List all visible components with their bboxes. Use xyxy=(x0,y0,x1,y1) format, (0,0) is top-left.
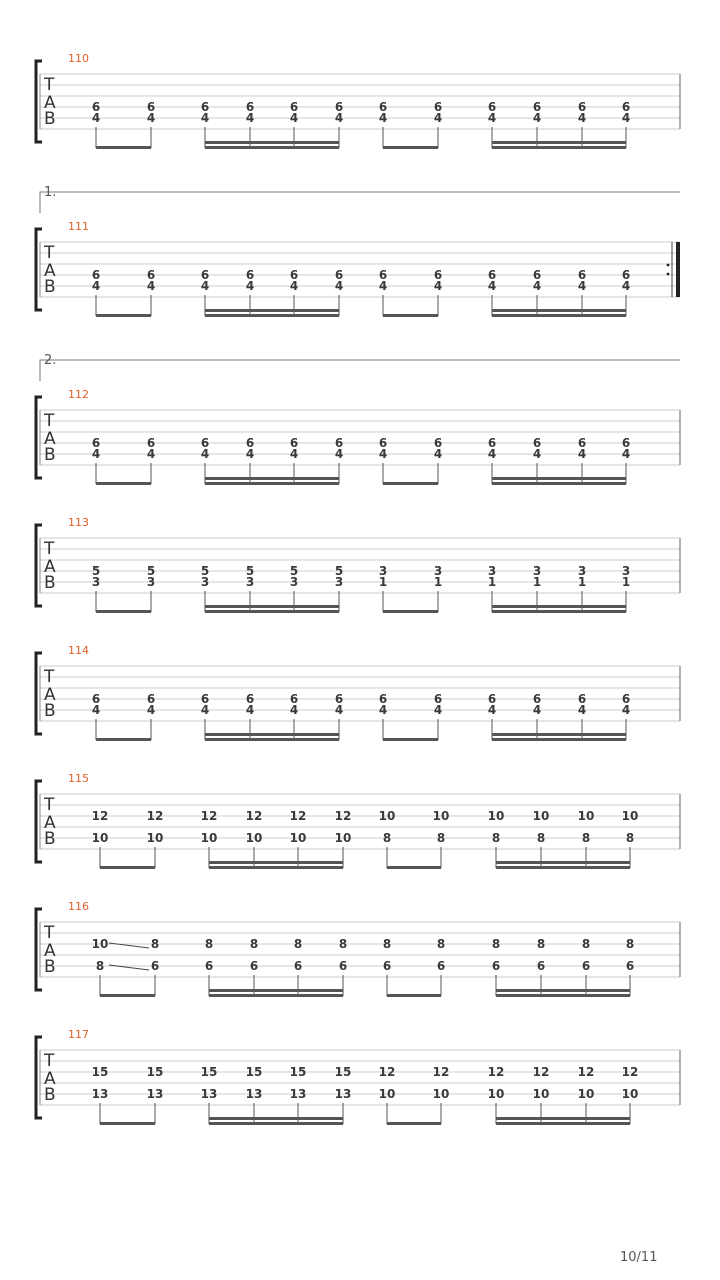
fret-number: 6 xyxy=(621,100,631,114)
tab-clef-letter: A xyxy=(44,941,56,961)
fret-number: 6 xyxy=(289,268,299,282)
system-bracket xyxy=(36,525,42,606)
fret-number: 8 xyxy=(382,937,392,951)
fret-number: 6 xyxy=(91,692,101,706)
fret-number: 4 xyxy=(200,703,210,717)
fret-number: 6 xyxy=(433,100,443,114)
fret-number: 6 xyxy=(532,436,542,450)
fret-number: 12 xyxy=(200,809,218,823)
beam xyxy=(383,482,438,485)
fret-number: 6 xyxy=(378,692,388,706)
volta-label: 1. xyxy=(44,185,57,200)
fret-number: 6 xyxy=(378,436,388,450)
fret-number: 4 xyxy=(245,703,255,717)
fret-number: 4 xyxy=(621,279,631,293)
fret-number: 6 xyxy=(532,692,542,706)
fret-number: 6 xyxy=(150,959,160,973)
fret-number: 10 xyxy=(577,1087,595,1101)
fret-number: 6 xyxy=(338,959,348,973)
beam-secondary xyxy=(205,605,339,608)
beam-secondary xyxy=(209,989,343,992)
fret-number: 4 xyxy=(577,111,587,125)
fret-number: 4 xyxy=(532,111,542,125)
fret-number: 10 xyxy=(245,831,263,845)
fret-number: 8 xyxy=(293,937,303,951)
fret-number: 4 xyxy=(532,447,542,461)
fret-number: 6 xyxy=(577,436,587,450)
fret-number: 4 xyxy=(378,447,388,461)
beam-secondary xyxy=(209,861,343,864)
fret-number: 8 xyxy=(536,937,546,951)
fret-number: 8 xyxy=(204,937,214,951)
beam xyxy=(100,866,155,869)
fret-number: 6 xyxy=(621,268,631,282)
beam-secondary xyxy=(492,477,626,480)
fret-number: 6 xyxy=(433,692,443,706)
fret-number: 6 xyxy=(289,436,299,450)
fret-number: 3 xyxy=(577,564,587,578)
tab-clef-letter: A xyxy=(44,685,56,705)
tab-system-111 xyxy=(36,185,680,317)
fret-number: 6 xyxy=(289,100,299,114)
beam xyxy=(496,1122,630,1125)
beam xyxy=(387,866,441,869)
tab-system-115 xyxy=(36,772,680,869)
fret-number: 4 xyxy=(200,279,210,293)
fret-number: 4 xyxy=(245,447,255,461)
fret-number: 15 xyxy=(334,1065,352,1079)
beam-secondary xyxy=(492,605,626,608)
beam xyxy=(96,146,151,149)
fret-number: 4 xyxy=(378,703,388,717)
fret-number: 4 xyxy=(621,111,631,125)
beam-secondary xyxy=(209,1117,343,1120)
beam xyxy=(205,482,339,485)
fret-number: 4 xyxy=(577,447,587,461)
fret-number: 6 xyxy=(334,100,344,114)
volta-label: 2. xyxy=(44,353,57,368)
fret-number: 4 xyxy=(91,279,101,293)
fret-number: 5 xyxy=(334,564,344,578)
fret-number: 3 xyxy=(378,564,388,578)
tab-clef-letter: B xyxy=(44,1085,56,1105)
fret-number: 13 xyxy=(334,1087,352,1101)
fret-number: 6 xyxy=(621,692,631,706)
fret-number: 4 xyxy=(487,447,497,461)
fret-number: 10 xyxy=(432,1087,450,1101)
fret-number: 4 xyxy=(200,111,210,125)
fret-number: 12 xyxy=(487,1065,505,1079)
fret-number: 10 xyxy=(621,1087,639,1101)
beam xyxy=(100,1122,155,1125)
tab-clef-letter: B xyxy=(44,829,56,849)
beam xyxy=(205,610,339,613)
measure-number: 111 xyxy=(68,220,89,233)
fret-number: 6 xyxy=(200,268,210,282)
tab-clef-letter: B xyxy=(44,445,56,465)
repeat-dot xyxy=(667,273,670,276)
beam xyxy=(96,314,151,317)
beam xyxy=(209,866,343,869)
fret-number: 6 xyxy=(334,268,344,282)
tab-system-113 xyxy=(36,516,680,613)
fret-number: 6 xyxy=(436,959,446,973)
fret-number: 6 xyxy=(245,436,255,450)
fret-number: 6 xyxy=(146,268,156,282)
beam-secondary xyxy=(205,733,339,736)
fret-number: 6 xyxy=(200,692,210,706)
tab-system-114 xyxy=(36,644,680,741)
fret-number: 6 xyxy=(91,100,101,114)
fret-number: 10 xyxy=(621,809,639,823)
fret-number: 8 xyxy=(338,937,348,951)
fret-number: 4 xyxy=(532,279,542,293)
fret-number: 10 xyxy=(487,1087,505,1101)
fret-number: 6 xyxy=(146,100,156,114)
measure-number: 113 xyxy=(68,516,89,529)
page-number: 10/11 xyxy=(620,1250,658,1265)
fret-number: 15 xyxy=(289,1065,307,1079)
fret-number: 8 xyxy=(581,831,591,845)
fret-number: 6 xyxy=(382,959,392,973)
fret-number: 4 xyxy=(334,447,344,461)
beam-secondary xyxy=(205,477,339,480)
fret-number: 6 xyxy=(200,436,210,450)
system-bracket xyxy=(36,229,42,310)
beam-secondary xyxy=(205,309,339,312)
fret-number: 3 xyxy=(289,575,299,589)
beam-secondary xyxy=(492,141,626,144)
fret-number: 8 xyxy=(536,831,546,845)
fret-number: 15 xyxy=(91,1065,109,1079)
measure-number: 115 xyxy=(68,772,89,785)
fret-number: 1 xyxy=(577,575,587,589)
fret-number: 1 xyxy=(532,575,542,589)
system-bracket xyxy=(36,909,42,990)
fret-number: 6 xyxy=(577,692,587,706)
fret-number: 5 xyxy=(289,564,299,578)
fret-number: 13 xyxy=(200,1087,218,1101)
fret-number: 4 xyxy=(621,703,631,717)
fret-number: 4 xyxy=(378,111,388,125)
beam xyxy=(96,610,151,613)
fret-number: 6 xyxy=(536,959,546,973)
fret-number: 4 xyxy=(146,111,156,125)
beam xyxy=(383,610,438,613)
beam xyxy=(383,146,438,149)
tab-clef-letter: B xyxy=(44,277,56,297)
fret-number: 12 xyxy=(432,1065,450,1079)
beam-secondary xyxy=(496,989,630,992)
tab-system-116 xyxy=(36,900,680,997)
fret-number: 6 xyxy=(532,268,542,282)
fret-number: 6 xyxy=(293,959,303,973)
fret-number: 12 xyxy=(334,809,352,823)
fret-number: 6 xyxy=(487,268,497,282)
fret-number: 4 xyxy=(91,111,101,125)
tab-clef-letter: T xyxy=(44,667,55,687)
fret-number: 6 xyxy=(625,959,635,973)
system-bracket xyxy=(36,1037,42,1118)
fret-number: 4 xyxy=(621,447,631,461)
beam xyxy=(496,994,630,997)
beam xyxy=(492,146,626,149)
fret-number: 4 xyxy=(289,703,299,717)
beam-secondary xyxy=(496,1117,630,1120)
fret-number: 3 xyxy=(532,564,542,578)
fret-number: 6 xyxy=(245,100,255,114)
fret-number: 6 xyxy=(433,268,443,282)
fret-number: 4 xyxy=(433,111,443,125)
repeat-dot xyxy=(667,264,670,267)
tab-clef-letter: A xyxy=(44,93,56,113)
beam xyxy=(387,1122,441,1125)
fret-number: 10 xyxy=(91,937,109,951)
fret-number: 6 xyxy=(433,436,443,450)
fret-number: 6 xyxy=(577,100,587,114)
beam-secondary xyxy=(492,309,626,312)
measure-number: 114 xyxy=(68,644,89,657)
fret-number: 10 xyxy=(532,1087,550,1101)
system-bracket xyxy=(36,61,42,142)
fret-number: 8 xyxy=(436,937,446,951)
fret-number: 6 xyxy=(532,100,542,114)
fret-number: 10 xyxy=(334,831,352,845)
fret-number: 4 xyxy=(433,447,443,461)
fret-number: 3 xyxy=(334,575,344,589)
fret-number: 6 xyxy=(289,692,299,706)
fret-number: 4 xyxy=(289,111,299,125)
fret-number: 12 xyxy=(146,809,164,823)
beam xyxy=(492,314,626,317)
fret-number: 4 xyxy=(577,703,587,717)
fret-number: 12 xyxy=(577,1065,595,1079)
fret-number: 6 xyxy=(200,100,210,114)
fret-number: 13 xyxy=(245,1087,263,1101)
beam xyxy=(492,610,626,613)
fret-number: 10 xyxy=(378,809,396,823)
system-bracket xyxy=(36,653,42,734)
fret-number: 8 xyxy=(249,937,259,951)
beam xyxy=(496,866,630,869)
fret-number: 6 xyxy=(334,692,344,706)
system-bracket xyxy=(36,397,42,478)
fret-number: 3 xyxy=(146,575,156,589)
fret-number: 4 xyxy=(91,703,101,717)
fret-number: 6 xyxy=(378,100,388,114)
fret-number: 4 xyxy=(334,279,344,293)
beam xyxy=(100,994,155,997)
tab-system-112 xyxy=(36,353,680,485)
fret-number: 4 xyxy=(433,279,443,293)
fret-number: 6 xyxy=(245,692,255,706)
tab-clef-letter: A xyxy=(44,557,56,577)
fret-number: 3 xyxy=(200,575,210,589)
fret-number: 6 xyxy=(146,436,156,450)
fret-number: 6 xyxy=(245,268,255,282)
fret-number: 5 xyxy=(245,564,255,578)
fret-number: 6 xyxy=(577,268,587,282)
fret-number: 3 xyxy=(487,564,497,578)
fret-number: 10 xyxy=(532,809,550,823)
fret-number: 4 xyxy=(91,447,101,461)
tab-clef-letter: B xyxy=(44,109,56,129)
volta-bracket xyxy=(40,360,680,381)
fret-number: 6 xyxy=(491,959,501,973)
tab-clef-letter: B xyxy=(44,573,56,593)
fret-number: 6 xyxy=(621,436,631,450)
fret-number: 4 xyxy=(433,703,443,717)
fret-number: 12 xyxy=(289,809,307,823)
fret-number: 4 xyxy=(146,703,156,717)
fret-number: 4 xyxy=(487,111,497,125)
fret-number: 4 xyxy=(378,279,388,293)
tab-clef-letter: T xyxy=(44,539,55,559)
beam xyxy=(387,994,441,997)
fret-number: 5 xyxy=(91,564,101,578)
fret-number: 15 xyxy=(146,1065,164,1079)
system-bracket xyxy=(36,781,42,862)
fret-number: 4 xyxy=(577,279,587,293)
beam xyxy=(492,482,626,485)
beam xyxy=(205,314,339,317)
tab-clef-letter: A xyxy=(44,813,56,833)
fret-number: 8 xyxy=(436,831,446,845)
beam xyxy=(96,738,151,741)
fret-number: 4 xyxy=(487,703,497,717)
fret-number: 10 xyxy=(432,809,450,823)
tab-clef-letter: T xyxy=(44,75,55,95)
fret-number: 12 xyxy=(91,809,109,823)
beam xyxy=(205,146,339,149)
volta-bracket xyxy=(40,192,680,213)
fret-number: 13 xyxy=(289,1087,307,1101)
fret-number: 6 xyxy=(487,100,497,114)
fret-number: 6 xyxy=(378,268,388,282)
beam-secondary xyxy=(496,861,630,864)
fret-number: 8 xyxy=(150,937,160,951)
measure-number: 110 xyxy=(68,52,89,65)
beam xyxy=(205,738,339,741)
beam xyxy=(492,738,626,741)
fret-number: 12 xyxy=(245,809,263,823)
beam xyxy=(383,738,438,741)
fret-number: 4 xyxy=(200,447,210,461)
fret-number: 3 xyxy=(91,575,101,589)
fret-number: 10 xyxy=(200,831,218,845)
tab-clef-letter: A xyxy=(44,429,56,449)
fret-number: 10 xyxy=(487,809,505,823)
measure-number: 116 xyxy=(68,900,89,913)
fret-number: 10 xyxy=(146,831,164,845)
fret-number: 6 xyxy=(334,436,344,450)
tab-clef-letter: T xyxy=(44,923,55,943)
fret-number: 4 xyxy=(245,111,255,125)
fret-number: 4 xyxy=(146,447,156,461)
fret-number: 5 xyxy=(200,564,210,578)
tab-clef-letter: B xyxy=(44,957,56,977)
beam xyxy=(209,1122,343,1125)
fret-number: 6 xyxy=(146,692,156,706)
fret-number: 6 xyxy=(91,268,101,282)
fret-number: 3 xyxy=(433,564,443,578)
fret-number: 13 xyxy=(91,1087,109,1101)
fret-number: 8 xyxy=(491,937,501,951)
tab-system-117 xyxy=(36,1028,680,1125)
fret-number: 6 xyxy=(249,959,259,973)
fret-number: 6 xyxy=(91,436,101,450)
fret-number: 12 xyxy=(532,1065,550,1079)
fret-number: 6 xyxy=(487,692,497,706)
fret-number: 10 xyxy=(378,1087,396,1101)
fret-number: 4 xyxy=(532,703,542,717)
fret-number: 13 xyxy=(146,1087,164,1101)
fret-number: 3 xyxy=(621,564,631,578)
fret-number: 4 xyxy=(289,447,299,461)
fret-number: 6 xyxy=(487,436,497,450)
fret-number: 12 xyxy=(378,1065,396,1079)
tab-clef-letter: T xyxy=(44,411,55,431)
tab-clef-letter: T xyxy=(44,1051,55,1071)
fret-number: 6 xyxy=(204,959,214,973)
fret-number: 8 xyxy=(382,831,392,845)
beam xyxy=(209,994,343,997)
fret-number: 4 xyxy=(334,703,344,717)
fret-number: 4 xyxy=(146,279,156,293)
beam-secondary xyxy=(492,733,626,736)
repeat-barline-thick xyxy=(676,242,680,297)
fret-number: 6 xyxy=(581,959,591,973)
beam-secondary xyxy=(205,141,339,144)
tab-clef-letter: T xyxy=(44,795,55,815)
tab-clef-letter: A xyxy=(44,261,56,281)
measure-number: 112 xyxy=(68,388,89,401)
fret-number: 1 xyxy=(621,575,631,589)
measure-number: 117 xyxy=(68,1028,89,1041)
fret-number: 8 xyxy=(581,937,591,951)
fret-number: 1 xyxy=(378,575,388,589)
fret-number: 4 xyxy=(289,279,299,293)
fret-number: 5 xyxy=(146,564,156,578)
fret-number: 1 xyxy=(487,575,497,589)
beam xyxy=(96,482,151,485)
fret-number: 10 xyxy=(289,831,307,845)
fret-number: 10 xyxy=(577,809,595,823)
fret-number: 15 xyxy=(245,1065,263,1079)
fret-number: 8 xyxy=(491,831,501,845)
tab-clef-letter: B xyxy=(44,701,56,721)
fret-number: 12 xyxy=(621,1065,639,1079)
tab-clef-letter: A xyxy=(44,1069,56,1089)
fret-number: 1 xyxy=(433,575,443,589)
tab-clef-letter: T xyxy=(44,243,55,263)
fret-number: 8 xyxy=(95,959,105,973)
fret-number: 8 xyxy=(625,831,635,845)
fret-number: 10 xyxy=(91,831,109,845)
beam xyxy=(383,314,438,317)
fret-number: 15 xyxy=(200,1065,218,1079)
fret-number: 8 xyxy=(625,937,635,951)
fret-number: 4 xyxy=(245,279,255,293)
fret-number: 4 xyxy=(334,111,344,125)
fret-number: 4 xyxy=(487,279,497,293)
tab-system-110 xyxy=(36,52,680,149)
fret-number: 3 xyxy=(245,575,255,589)
